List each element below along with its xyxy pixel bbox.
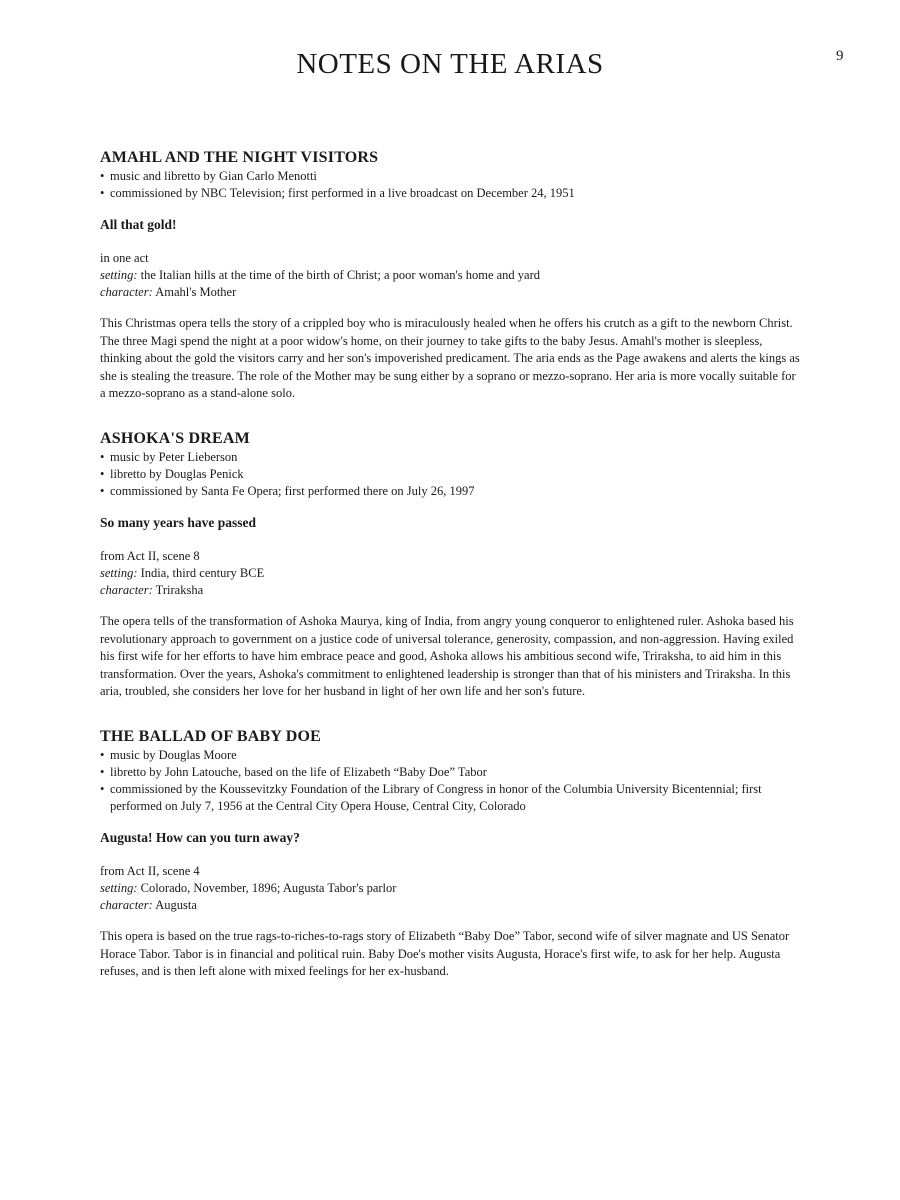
aria-character (100, 582, 800, 599)
aria-origin: from Act II, scene 8 (100, 548, 200, 563)
aria-origin: from Act II, scene 4 (100, 863, 200, 878)
credit-item: • commissioned by NBC Television; first performed in a live broadcast on December 24, 1951 (100, 185, 800, 202)
setting-value: India, third century BCE (140, 565, 265, 580)
aria-origin: in one act (100, 251, 149, 265)
aria-meta (100, 863, 800, 914)
aria-meta (100, 250, 800, 301)
opera-title: ASHOKA'S DREAM (100, 429, 250, 447)
character-label: character: (100, 285, 153, 299)
credits-list (100, 449, 800, 500)
character-value: Augusta (155, 897, 197, 912)
aria-title: Augusta! How can you turn away? (100, 829, 300, 845)
credit-item: • libretto by John Latouche, based on the life of Elizabeth “Baby Doe” Tabor (100, 764, 800, 781)
aria-title: So many years have passed (100, 514, 257, 530)
aria-description: This opera is based on the true rags-to-riches-to-rags story of Elizabeth “Baby Doe” Tabor, second wife of silver magnate and US Senator Horace Tabor. Tabor is in financial and political ruin. Baby Doe's mother visits Augusta, Horace's first wife, to ask for her help. Augusta refuses, and is then left alone with mixed feelings for her ex-husband. (100, 928, 790, 979)
credits-list (100, 747, 800, 815)
character-value: Triraksha (155, 582, 204, 597)
credit-item: • music by Douglas Moore (100, 747, 800, 764)
credit-item: • music and libretto by Gian Carlo Menotti (100, 168, 800, 185)
aria-setting (100, 880, 800, 897)
aria-meta (100, 548, 800, 599)
character-value: Amahl's Mother (155, 285, 237, 299)
opera-title: THE BALLAD OF BABY DOE (100, 727, 322, 745)
credit-item: • libretto by Douglas Penick (100, 466, 800, 483)
page-title: NOTES ON THE ARIAS (296, 48, 604, 80)
aria-character (100, 284, 800, 301)
opera-section-ashoka (100, 429, 800, 701)
character-label: character: (100, 582, 153, 597)
opera-section-amahl (100, 148, 800, 403)
credit-item: • music by Peter Lieberson (100, 449, 800, 466)
credit-item: • commissioned by the Koussevitzky Foundation of the Library of Congress in honor of the Columbia University Bicentennial; first performed on July 7, 1956 at the Central City Opera House, Central City, Colorado (100, 781, 800, 815)
setting-label: setting: (100, 880, 138, 895)
aria-title: All that gold! (100, 217, 177, 232)
character-label: character: (100, 897, 153, 912)
opera-title: AMAHL AND THE NIGHT VISITORS (100, 149, 379, 166)
aria-description: This Christmas opera tells the story of a crippled boy who is miraculously healed when he offers his crutch as a gift to the newborn Christ. The three Magi spend the night at a poor widow's home, on their journey to take gifts to the baby Jesus. Amahl's mother is sleepless, thinking about the gold the visitors carry and her son's impoverished predicament. The aria ends as the Page awakens and alerts the kings as she is stealing the treasure. The role of the Mother may be sung either by a soprano or mezzo-soprano. Her aria is more vocally suitable for a mezzo-soprano as a stand-alone solo. (100, 316, 800, 401)
setting-value: Colorado, November, 1896; Augusta Tabor's parlor (140, 880, 397, 895)
setting-value: the Italian hills at the time of the birth of Christ; a poor woman's home and yard (140, 268, 541, 282)
aria-description: The opera tells of the transformation of Ashoka Maurya, king of India, from angry young conqueror to enlightened ruler. Ashoka based his revolutionary approach to government on a justice code of universal tolerance, generosity, compassion, and non-aggression. Having exiled his first wife for her efforts to have him embrace peace and good, Ashoka allows his ambitious second wife, Triraksha, to aid him in this transformation. Over the years, Ashoka's commitment to enlightened leadership is stronger than that of his ministers and Triraksha. In this aria, troubled, she considers her love for her husband in light of her own life and her son's future. (100, 613, 794, 699)
setting-label: setting: (100, 268, 138, 282)
aria-character (100, 897, 800, 914)
aria-setting (100, 267, 800, 284)
page-number: 9 (836, 48, 844, 64)
credit-item: • commissioned by Santa Fe Opera; first performed there on July 26, 1997 (100, 483, 800, 500)
aria-setting (100, 565, 800, 582)
opera-section-baby-doe (100, 727, 800, 981)
credits-list (100, 168, 800, 202)
notes-content (100, 148, 800, 1007)
setting-label: setting: (100, 565, 138, 580)
